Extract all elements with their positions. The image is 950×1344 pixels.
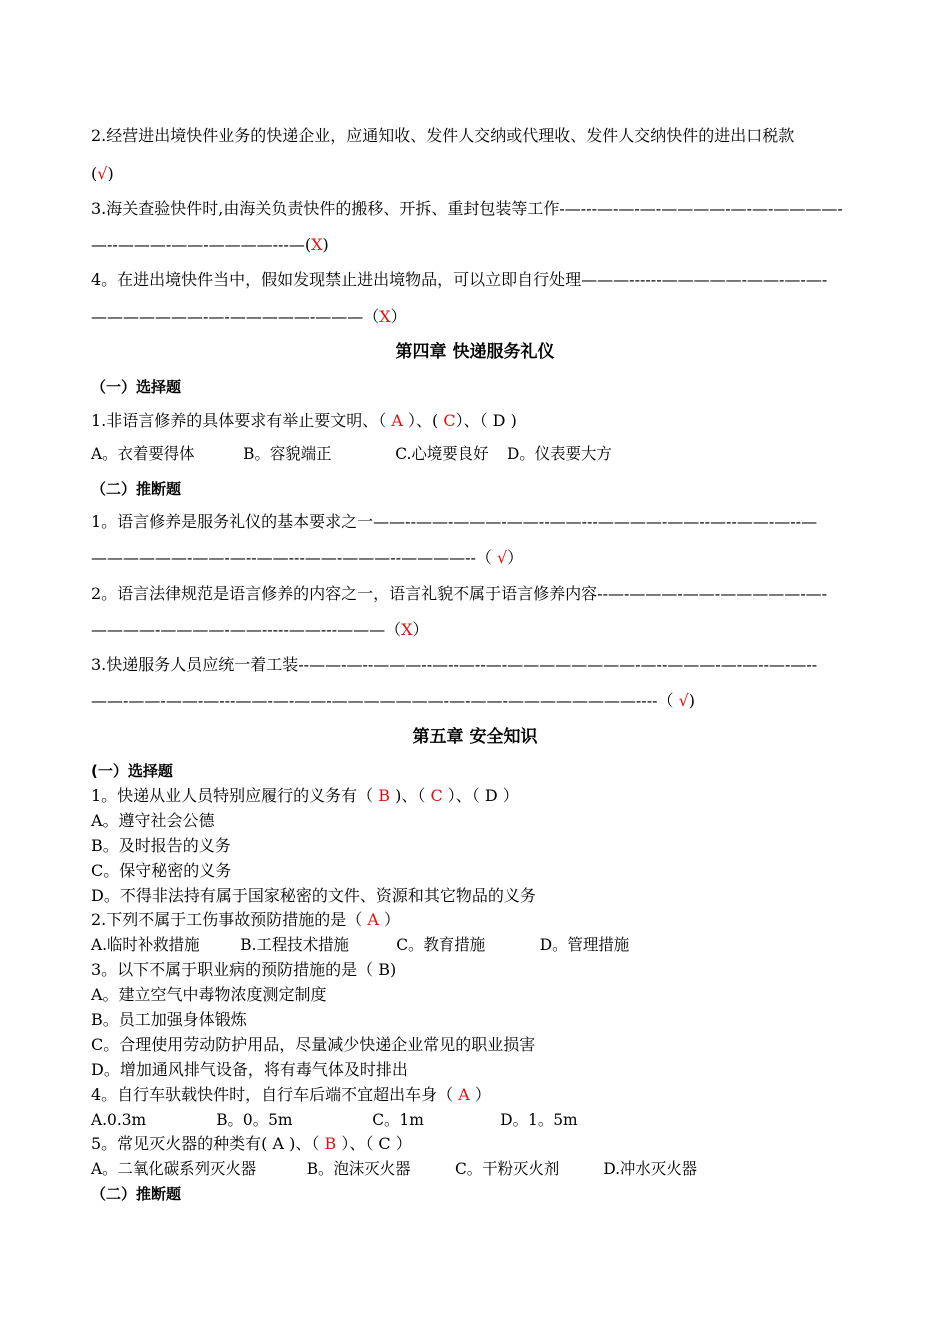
ch4-tf-1: 1。语言修养是服务礼仪的基本要求之一——--——-———-——--——---————-——--—--——-—--—: [91, 512, 818, 531]
ch5-question-4: 4。自行车驮载快件时，自行车后端不宜超出车身（ A ）: [91, 1085, 491, 1104]
answer-mark: X: [311, 235, 323, 254]
ch5-q3-option-c: C。合理使用劳动防护用品，尽量减少快递企业常见的职业损害: [91, 1035, 536, 1054]
ch5-question-5: 5。常见灭火器的种类有( A )、（ B ）、（ C ）: [91, 1134, 412, 1153]
chapter-4-title: 第四章 快递服务礼仪: [395, 342, 555, 362]
ch5-question-2: 2.下列不属于工伤事故预防措施的是（ A ）: [91, 910, 401, 929]
ch4-tf-3-line2: ——-——-——-—---——-—-——-———————-—-——-————————----（ √): [91, 691, 696, 710]
answer-mark: B: [378, 786, 391, 805]
answer-mark: A: [367, 910, 379, 929]
ch4-question-1: 1.非语言修养的具体要求有举止要文明、（ A ）、( C）、（ D ): [91, 411, 517, 430]
tf-question-3-line2: —--———-——-————---—(X): [91, 235, 329, 254]
chapter-5-title: 第五章 安全知识: [412, 727, 538, 747]
option-b: B.工程技术措施: [240, 935, 349, 954]
ch5-q1-option-b: B。及时报告的义务: [91, 836, 231, 855]
ch5-question-1: 1。快递从业人员特别应履行的义务有（ B )、（ C ）、（ D ）: [91, 786, 519, 805]
ch5-q3-option-a: A。建立空气中毒物浓度测定制度: [91, 985, 327, 1004]
chapter-5-tf-heading: （二）推断题: [91, 1185, 182, 1203]
chapter-5-mc-heading: (一）选择题: [91, 762, 173, 780]
ch4-tf-2: 2。语言法律规范是语言修养的内容之一，语言礼貌不属于语言修养内容--—-———-——-—————-—-: [91, 584, 828, 603]
option-c: C.心境要良好: [395, 444, 489, 463]
answer-mark: X: [379, 307, 391, 326]
answer-mark: B: [324, 1134, 337, 1153]
ch4-tf-2-line2: ————-————-——-----——---———（X）: [91, 620, 429, 639]
option-c: C。干粉灭火剂: [455, 1159, 560, 1178]
option-b: B。容貌端正: [243, 444, 332, 463]
option-c: C。教育措施: [396, 935, 486, 954]
option-c: C。1m: [372, 1110, 424, 1129]
ch5-q1-option-d: D。不得非法持有属于国家秘密的文件、资源和其它物品的义务: [91, 886, 536, 905]
answer-mark: √: [496, 548, 508, 567]
ch5-q3-option-b: B。员工加强身体锻炼: [91, 1010, 247, 1029]
option-a: A.临时补救措施: [91, 935, 200, 954]
chapter-4-mc-heading: （一）选择题: [91, 378, 182, 396]
tf-question-2-answer: (√): [91, 164, 114, 183]
answer-mark: C: [430, 786, 443, 805]
ch5-q3-option-d: D。增加通风排气设备，将有毒气体及时排出: [91, 1060, 408, 1079]
ch5-q1-option-c: C。保守秘密的义务: [91, 861, 232, 880]
answer-mark: A: [458, 1085, 470, 1104]
tf-question-4-line2: ———————-—-—————-———（X）: [91, 307, 407, 326]
option-b: B。0。5m: [216, 1110, 293, 1129]
option-d: D。仪表要大方: [507, 444, 612, 463]
option-a: A.0.3m: [91, 1110, 147, 1129]
question-text: 2.经营进出境快件业务的快递企业，应通知收、发件人交纳或代理收、发件人交纳快件的进出口税款: [91, 126, 795, 145]
answer-mark: X: [401, 620, 413, 639]
option-d: D。管理措施: [539, 935, 630, 954]
answer-mark: √: [97, 164, 108, 183]
ch5-q1-option-a: A。遵守社会公德: [91, 811, 215, 830]
answer-mark: C: [443, 411, 456, 430]
tf-question-3: 3.海关查验快件时,由海关负责快件的搬移、开拆、重封包装等工作-—---—-—-—-————-—-—-————-: [91, 199, 843, 218]
chapter-4-tf-heading: （二）推断题: [91, 480, 182, 498]
option-a: A。二氧化碳系列灭火器: [91, 1159, 257, 1178]
ch4-tf-1-line2: ——————-——-—--——---——-———--————--（ √）: [91, 548, 524, 567]
ch5-question-3: 3。以下不属于职业病的预防措施的是（ B): [91, 960, 397, 979]
option-a: A。衣着要得体: [91, 444, 195, 463]
option-d: D.冲水灭火器: [603, 1159, 698, 1178]
tf-question-4: 4。在进出境快件当中，假如发现禁止进出境物品，可以立即自行处理———------—————-——-—-—-: [91, 270, 828, 289]
answer-mark: A: [391, 411, 403, 430]
tf-question-2: [91, 126, 794, 146]
option-b: B。泡沫灭火器: [306, 1159, 411, 1178]
ch4-tf-3: 3.快递服务人员应统一着工装--——-—--———--—--—--—-————————-—--———-—-—--—-—--: [91, 655, 818, 674]
answer-mark: √: [678, 691, 689, 710]
option-d: D。1。5m: [500, 1110, 578, 1129]
